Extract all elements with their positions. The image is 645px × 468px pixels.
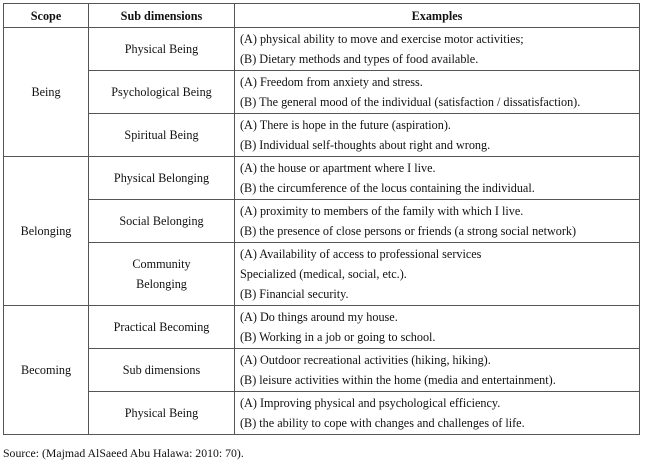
example-line: (B) Working in a job or going to school. xyxy=(240,330,436,344)
table-row xyxy=(4,349,640,392)
example-line: (B) leisure activities within the home (media and entertainment). xyxy=(240,373,556,387)
source-caption: Source: (Majmad AlSaeed Abu Halawa: 2010: 70). xyxy=(3,446,244,460)
example-line: (B) Individual self-thoughts about right and wrong. xyxy=(240,138,491,152)
header-row xyxy=(4,4,640,28)
examples-cell xyxy=(235,28,640,71)
header-examples: Examples xyxy=(235,4,640,28)
sub-dimension-cell: Physical Belonging xyxy=(89,157,235,200)
table-row xyxy=(4,392,640,435)
sub-dimension-line: Belonging xyxy=(136,277,187,291)
example-line: (A) There is hope in the future (aspiration). xyxy=(240,118,451,132)
table-row xyxy=(4,243,640,306)
example-line: (A) Availability of access to professional services xyxy=(240,247,482,261)
example-line: (A) Outdoor recreational activities (hiking, hiking). xyxy=(240,353,491,367)
sub-dimension-cell: Physical Being xyxy=(89,28,235,71)
example-line: (A) proximity to members of the family with which I live. xyxy=(240,204,524,218)
scope-belonging: Belonging xyxy=(4,157,89,306)
example-line: (B) Dietary methods and types of food available. xyxy=(240,52,479,66)
examples-cell xyxy=(235,157,640,200)
table-row xyxy=(4,114,640,157)
scope-becoming: Becoming xyxy=(4,306,89,435)
header-sub-dimensions: Sub dimensions xyxy=(89,4,235,28)
examples-cell xyxy=(235,306,640,349)
table-row xyxy=(4,28,640,71)
examples-cell xyxy=(235,71,640,114)
examples-cell xyxy=(235,114,640,157)
table-row xyxy=(4,71,640,114)
example-line: (A) physical ability to move and exercise motor activities; xyxy=(240,32,524,46)
sub-dimension-cell: Psychological Being xyxy=(89,71,235,114)
example-line: (A) Do things around my house. xyxy=(240,310,398,324)
example-line: (A) Freedom from anxiety and stress. xyxy=(240,75,423,89)
example-line: (B) The general mood of the individual (satisfaction / dissatisfaction). xyxy=(240,95,581,109)
table-row xyxy=(4,157,640,200)
sub-dimension-cell: Spiritual Being xyxy=(89,114,235,157)
examples-cell xyxy=(235,243,640,306)
examples-cell xyxy=(235,200,640,243)
example-line: Specialized (medical, social, etc.). xyxy=(240,267,407,281)
sub-dimension-cell: Sub dimensions xyxy=(89,349,235,392)
header-scope: Scope xyxy=(4,4,89,28)
example-line: (B) Financial security. xyxy=(240,287,349,301)
table-row xyxy=(4,200,640,243)
examples-cell xyxy=(235,392,640,435)
quality-of-life-table xyxy=(3,3,640,435)
example-line: (A) the house or apartment where I live. xyxy=(240,161,436,175)
example-line: (B) the presence of close persons or friends (a strong social network) xyxy=(240,224,577,238)
sub-dimension-cell: Social Belonging xyxy=(89,200,235,243)
sub-dimension-cell: Practical Becoming xyxy=(89,306,235,349)
example-line: (B) the ability to cope with changes and challenges of life. xyxy=(240,416,525,430)
example-line: (B) the circumference of the locus containing the individual. xyxy=(240,181,535,195)
examples-cell xyxy=(235,349,640,392)
scope-being: Being xyxy=(4,28,89,157)
table-row xyxy=(4,306,640,349)
sub-dimension-cell xyxy=(89,243,235,306)
sub-dimension-cell: Physical Being xyxy=(89,392,235,435)
sub-dimension-line: Community xyxy=(132,257,191,271)
example-line: (A) Improving physical and psychological efficiency. xyxy=(240,396,501,410)
